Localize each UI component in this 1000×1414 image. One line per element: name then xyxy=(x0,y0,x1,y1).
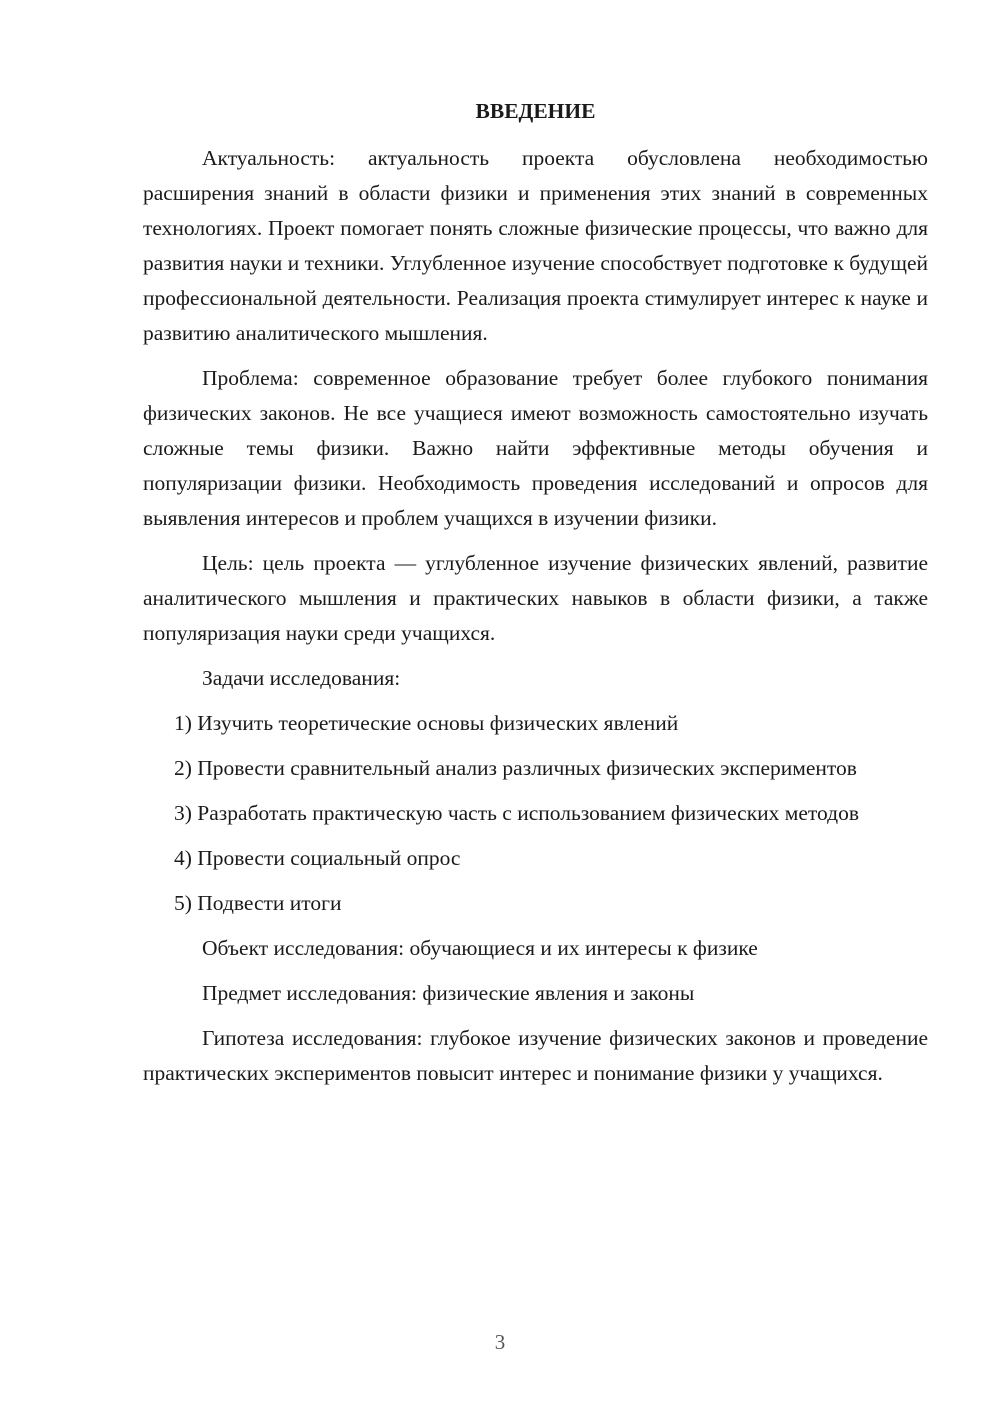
research-subject: Предмет исследования: физические явления и законы xyxy=(202,981,695,1005)
task-item: 1) Изучить теоретические основы физических явлений xyxy=(174,711,679,735)
page-number: 3 xyxy=(494,1330,506,1354)
problem-paragraph: Проблема: современное образование требует более глубокого понимания физических законов. Не все учащиеся имеют возможность самостоятельно изучать сложные темы физики. Важно найти эффективные методы обучения и популяризации физики. Необходимость проведения исследований и опросов для выявления интересов и проблем учащихся в изучении физики. xyxy=(143,366,928,530)
task-item: 4) Провести социальный опрос xyxy=(174,846,461,870)
tasks-heading: Задачи исследования: xyxy=(202,666,401,690)
task-item: 5) Подвести итоги xyxy=(174,891,342,915)
task-item: 2) Провести сравнительный анализ различных физических экспериментов xyxy=(174,756,857,780)
page-title: ВВЕДЕНИЕ xyxy=(475,99,596,123)
page-content xyxy=(143,94,928,1101)
relevance-paragraph: Актуальность: актуальность проекта обусловлена необходимостью расширения знаний в области физики и применения этих знаний в современных технологиях. Проект помогает понять сложные физические процессы, что важно для развития науки и техники. Углубленное изучение способствует подготовке к будущей профессиональной деятельности. Реализация проекта стимулирует интерес к науке и развитию аналитического мышления. xyxy=(143,146,928,345)
task-item: 3) Разработать практическую часть с использованием физических методов xyxy=(174,801,860,825)
research-object: Объект исследования: обучающиеся и их интересы к физике xyxy=(202,936,758,960)
hypothesis-paragraph: Гипотеза исследования: глубокое изучение физических законов и проведение практических экспериментов повысит интерес и понимание физики у учащихся. xyxy=(143,1026,928,1085)
goal-paragraph: Цель: цель проекта — углубленное изучение физических явлений, развитие аналитического мышления и практических навыков в области физики, а также популяризация науки среди учащихся. xyxy=(143,551,928,645)
